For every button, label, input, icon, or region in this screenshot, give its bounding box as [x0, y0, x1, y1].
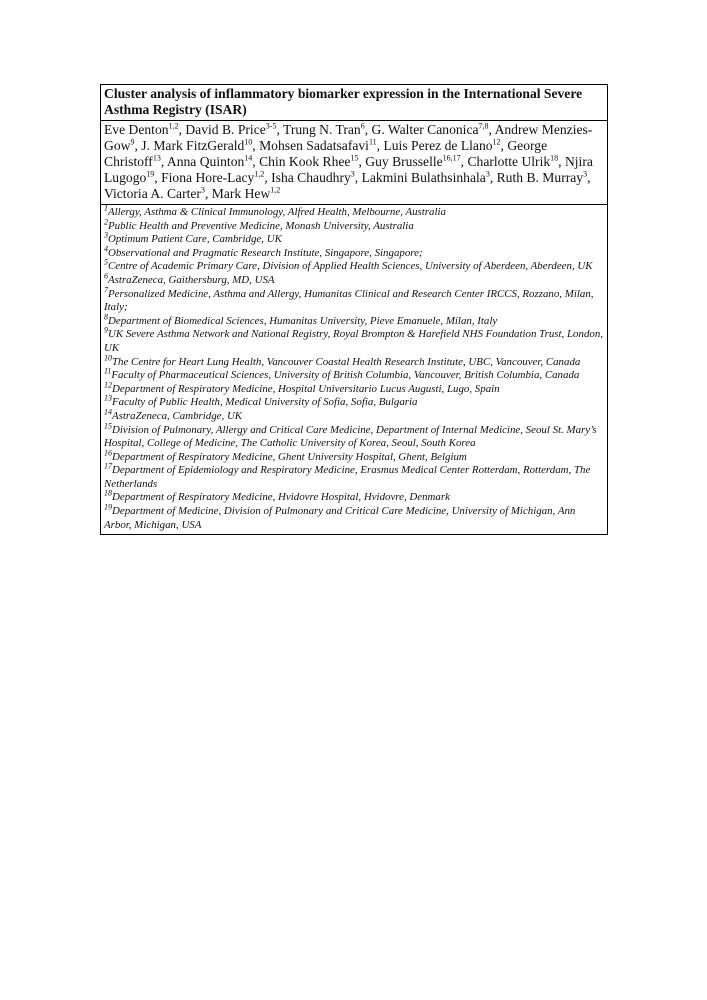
affiliation-item [104, 380, 604, 397]
affiliation-item [104, 271, 604, 288]
affiliation-item [104, 461, 604, 491]
title-block-table [100, 84, 608, 535]
author-name: Guy Brusselle [365, 154, 443, 169]
author [497, 170, 587, 185]
author-affiliation-sup: 9 [130, 137, 135, 147]
author-name: J. Mark FitzGerald [141, 138, 245, 153]
author-name: G. Walter Canonica [371, 122, 479, 137]
affiliation-number: 12 [104, 380, 112, 390]
affiliation-number: 5 [104, 257, 108, 267]
affiliation-item [104, 325, 604, 355]
author [365, 154, 460, 169]
author-affiliation-sup: 3-5 [265, 121, 277, 131]
affiliation-text: Division of Pulmonary, Allergy and Critical Care Medicine, Department of Internal Medicine, Seoul St. Mary’s Hospital, College of Medicine, The Catholic University of Korea, Seoul, South Korea [104, 423, 597, 450]
author [383, 138, 500, 153]
affiliation-number: 1 [104, 203, 108, 213]
affiliation-text: Faculty of Pharmaceutical Sciences, University of British Columbia, Vancouver, British Columbia, Canada [111, 369, 580, 382]
affiliation-item [104, 244, 604, 261]
author-name: Andrew Menzies-Gow [104, 122, 593, 153]
author-name: Eve Denton [104, 122, 169, 137]
author [161, 170, 264, 185]
author-name: David B. Price [185, 122, 266, 137]
author-affiliation-sup: 13 [152, 153, 161, 163]
author-name: Luis Perez de Llano [383, 138, 493, 153]
affiliation-number: 6 [104, 271, 108, 281]
affiliation-text: AstraZeneca, Cambridge, UK [112, 409, 243, 422]
author-affiliation-sup: 19 [146, 169, 155, 179]
author-affiliation-sup: 3 [583, 169, 588, 179]
author-affiliation-sup: 1,2 [168, 121, 179, 131]
affiliation-number: 16 [104, 448, 112, 458]
affiliation-text: Optimum Patient Care, Cambridge, UK [108, 233, 282, 246]
affiliation-number: 15 [104, 420, 112, 430]
author-name: Ruth B. Murray [496, 170, 584, 185]
author [372, 122, 489, 137]
affiliation-number: 17 [104, 461, 112, 471]
affiliation-text: Public Health and Preventive Medicine, Monash University, Australia [108, 219, 414, 232]
author-affiliation-sup: 14 [244, 153, 253, 163]
author-affiliation-sup: 18 [550, 153, 559, 163]
author [212, 186, 281, 201]
affiliation-text: Personalized Medicine, Asthma and Allergy, Humanitas Clinical and Research Center IRCCS, Rozzano, Milan, Italy; [104, 287, 594, 314]
author-name: Isha Chaudhry [271, 170, 351, 185]
author-affiliation-sup: 16,17 [442, 153, 461, 163]
affiliation-text: UK Severe Asthma Network and National Registry, Royal Brompton & Harefield NHS Foundation Trust, London, UK [104, 328, 604, 354]
affiliation-number: 8 [104, 312, 108, 322]
author-affiliation-sup: 12 [492, 137, 501, 147]
author [185, 122, 276, 137]
author-name: Charlotte Ulrik [467, 154, 551, 169]
author-name: Trung N. Tran [283, 122, 361, 137]
author [167, 154, 252, 169]
affiliation-item [104, 420, 604, 451]
affiliation-item [104, 216, 604, 234]
author [467, 154, 558, 169]
affiliation-number: 11 [104, 366, 112, 376]
affiliation-item [104, 502, 604, 532]
author-affiliation-sup: 6 [360, 121, 365, 131]
affiliation-item [104, 312, 604, 329]
affiliation-item [104, 257, 604, 274]
affiliation-item [104, 230, 604, 247]
affiliation-item [104, 393, 604, 410]
author [283, 122, 365, 137]
affiliation-text: Centre of Academic Primary Care, Division of Applied Health Sciences, University of Aberdeen, Aberdeen, UK [108, 260, 593, 273]
affiliation-number: 9 [104, 325, 108, 335]
affiliation-number: 13 [104, 393, 112, 403]
affiliation-number: 19 [104, 502, 112, 512]
affiliation-number: 18 [104, 488, 112, 498]
author-affiliation-sup: 3 [200, 185, 205, 195]
affiliation-text: The Centre for Heart Lung Health, Vancouver Coastal Health Research Institute, UBC, Vancouver, Canada [112, 355, 581, 368]
author-affiliation-sup: 11 [368, 137, 377, 147]
affiliation-text: Department of Respiratory Medicine, Hospital Universitario Lucus Augusti, Lugo, Spain [112, 382, 500, 395]
author-name: Njira Lugogo [104, 154, 593, 185]
affiliation-item [104, 407, 604, 424]
author-name: Mohsen Sadatsafavi [259, 138, 369, 153]
paper-title: Cluster analysis of inflammatory biomarker expression in the International Severe Asthma Registry (ISAR) [104, 86, 583, 117]
author-name: Lakmini Bulathsinhala [361, 170, 486, 185]
author-affiliation-sup: 15 [350, 153, 359, 163]
affiliation-item [104, 366, 604, 383]
affiliation-number: 3 [104, 230, 108, 240]
affiliation-item [104, 352, 604, 370]
affiliation-item [104, 203, 604, 220]
author-name: Mark Hew [211, 186, 271, 201]
affiliation-number: 14 [104, 407, 112, 417]
author-name: Fiona Hore-Lacy [161, 170, 255, 185]
affiliation-number: 4 [104, 244, 108, 254]
author [104, 122, 179, 137]
affiliation-text: Department of Biomedical Sciences, Humanitas University, Pieve Emanuele, Milan, Italy [108, 314, 498, 327]
author-affiliation-sup: 3 [485, 169, 490, 179]
author-affiliation-sup: 7,8 [478, 121, 489, 131]
affiliation-text: Department of Respiratory Medicine, Ghent University Hospital, Ghent, Belgium [112, 450, 467, 463]
author-name: George Christoff [104, 138, 548, 169]
affiliation-text: Observational and Pragmatic Research Institute, Singapore, Singapore; [108, 246, 423, 259]
author [362, 170, 490, 185]
author-affiliation-sup: 1,2 [254, 169, 265, 179]
affiliation-number: 7 [104, 284, 108, 294]
affiliation-text: Faculty of Public Health, Medical University of Sofia, Sofia, Bulgaria [112, 396, 418, 409]
author-name: Anna Quinton [166, 154, 245, 169]
affiliation-text: AstraZeneca, Gaithersburg, MD, USA [108, 273, 275, 286]
affiliation-number: 10 [104, 352, 112, 362]
affiliation-item [104, 448, 604, 465]
author-affiliation-sup: 1,2 [270, 185, 281, 195]
author-name: Victoria A. Carter [104, 186, 201, 201]
author-name: Chin Kook Rhee [259, 154, 351, 169]
affiliation-text: Department of Respiratory Medicine, Hvidovre Hospital, Hvidovre, Denmark [112, 491, 450, 504]
author-affiliation-sup: 10 [244, 137, 253, 147]
affiliation-list [101, 204, 607, 534]
affiliation-number: 2 [104, 216, 108, 226]
affiliation-item [104, 284, 604, 315]
author-affiliation-sup: 3 [350, 169, 355, 179]
author [104, 186, 205, 201]
affiliation-text: Department of Medicine, Division of Pulmonary and Critical Care Medicine, University of Michigan, Ann Arbor, Michigan, USA [104, 505, 576, 531]
author [259, 138, 377, 153]
affiliation-text: Department of Epidemiology and Respiratory Medicine, Erasmus Medical Center Rotterdam, Rotterdam, The Netherlands [104, 464, 591, 490]
author [259, 154, 358, 169]
author [141, 138, 252, 153]
affiliation-text: Allergy, Asthma & Clinical Immunology, Alfred Health, Melbourne, Australia [108, 206, 446, 218]
affiliation-item [104, 488, 604, 505]
author-list: Eve Denton$^{1,2}$, David B. Price$^{3-5}$, Trung N. Tran$^6$, G. Walter Canonica$^{7,8}$, Andrew Menzies-Gow$^9$, J. Mark FitzGerald$^{10}$, Mohsen Sadatsafavi$^{11}$, Luis Perez de Llano$^{12}$, George Christoff$^{13}$, Anna Quinton$^{14}$, Chin Kook Rhee$^{15}$, Guy Brusselle$^{16,17}$, Charlotte Ulrik$^{18}$, Njira Lugogo$^{19}$, Fiona Hore-Lacy$^{1,2}$, Isha Chaudhry$^3$, Lakmini Bulathsinhala$^3$, Ruth B. Murray$^3$, Victoria A. Carter$^3$, Mark Hew$^{1,2}$ [101, 120, 607, 204]
author [271, 170, 355, 185]
